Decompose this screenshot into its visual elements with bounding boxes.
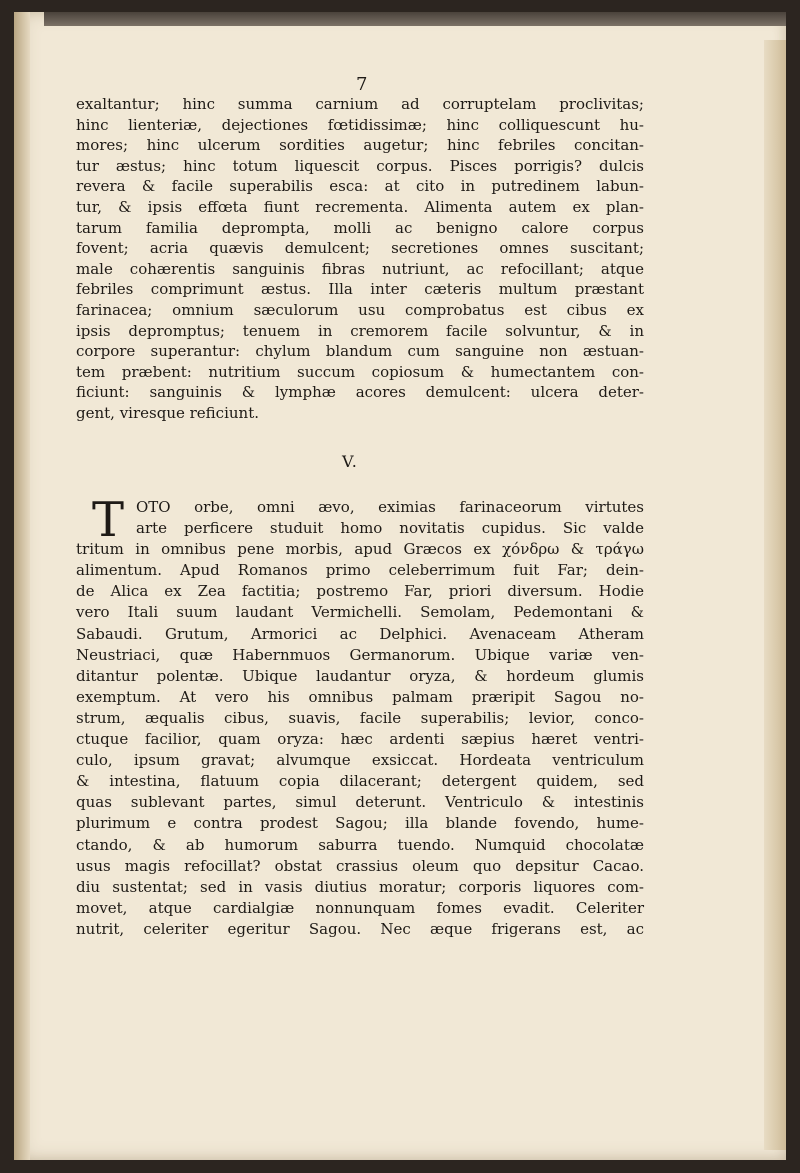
- text-line: ctuque facilior, quam oryza: hæc ardenti sæpius hæret ventri-: [76, 730, 644, 749]
- text-line: strum, æqualis cibus, suavis, facile superabilis; levior, conco-: [76, 708, 644, 727]
- text-line: gent, viresque reficiunt.: [76, 403, 259, 422]
- text-line: male cohærentis sanguinis fibras nutriunt, ac refocillant; atque: [76, 259, 644, 278]
- text-line: & intestina, flatuum copia dilacerant; detergent quidem, sed: [76, 772, 644, 791]
- text-line: tarum familia deprompta, molli ac benigno calore corpus: [76, 218, 644, 237]
- page-number: 7: [356, 74, 368, 95]
- text-line: culo, ipsum gravat; alvumque exsiccat. Hordeata ventriculum: [76, 751, 644, 770]
- text-line: plurimum e contra prodest Sagou; illa blande fovendo, hume-: [76, 814, 644, 833]
- text-line: usus magis refocillat? obstat crassius oleum quo depsitur Cacao.: [76, 856, 644, 875]
- text-line: exaltantur; hinc summa carnium ad corruptelam proclivitas;: [76, 95, 644, 113]
- text-line: mores; hinc ulcerum sordities augetur; hinc febriles concitan-: [76, 136, 644, 155]
- text-line: exemptum. At vero his omnibus palmam præripit Sagou no-: [76, 687, 644, 706]
- text-line: vero Itali suum laudant Vermichelli. Semolam, Pedemontani &: [76, 603, 644, 622]
- drop-cap: T: [92, 492, 125, 548]
- paragraph-2: [76, 492, 644, 940]
- text-line: Sabaudi. Grutum, Armorici ac Delphici. Avenaceam Atheram: [76, 624, 644, 643]
- text-line: Neustriaci, quæ Habernmuos Germanorum. Ubique variæ ven-: [76, 645, 644, 664]
- text-line: ipsis depromptus; tenuem in cremorem facile solvuntur, & in: [76, 321, 644, 340]
- text-line: fovent; acria quævis demulcent; secretiones omnes suscitant;: [76, 239, 644, 258]
- text-line: tur, & ipsis effœta fiunt recrementa. Alimenta autem ex plan-: [76, 197, 644, 216]
- text-line: diu sustentat; sed in vasis diutius moratur; corporis liquores com-: [76, 877, 644, 896]
- text-line: febriles comprimunt æstus. Illa inter cæteris multum præstant: [76, 280, 644, 299]
- page-gutter: [14, 12, 30, 1160]
- paragraph-1: [76, 94, 644, 424]
- text-line: alimentum. Apud Romanos primo celeberrimum fuit Far; dein-: [76, 561, 644, 580]
- text-line: ctando, & ab humorum saburra tuendo. Numquid chocolatæ: [76, 835, 644, 854]
- text-line: hinc lienteriæ, dejectiones fœtidissimæ; hinc colliquescunt hu-: [76, 115, 644, 134]
- text-line: tem præbent: nutritium succum copiosum & humectantem con-: [76, 362, 644, 381]
- text-line: corpore superantur: chylum blandum cum sanguine non æstuan-: [76, 342, 644, 361]
- text-line: revera & facile superabilis esca: at cito in putredinem labun-: [76, 177, 644, 196]
- text-line: nutrit, celeriter egeritur Sagou. Nec æque frigerans est, ac: [76, 919, 644, 938]
- page-fore-edge: [764, 40, 786, 1150]
- text-line: movet, atque cardialgiæ nonnunquam fomes evadit. Celeriter: [76, 898, 644, 917]
- text-line: OTO orbe, omni ævo, eximias farinaceorum virtutes: [136, 498, 644, 516]
- page-top-edge: [44, 12, 786, 26]
- text-line: farinacea; omnium sæculorum usu comprobatus est cibus ex: [76, 300, 644, 319]
- section-number: V.: [342, 452, 358, 471]
- text-line: ditantur polentæ. Ubique laudantur oryza, & hordeum glumis: [76, 666, 644, 685]
- text-line: ficiunt: sanguinis & lymphæ acores demulcent: ulcera deter-: [76, 383, 644, 402]
- text-line: de Alica ex Zea factitia; postremo Far, priori diversum. Hodie: [76, 582, 644, 601]
- text-line: tritum in omnibus pene morbis, apud Græcos ex χόνδρω & τράγω: [76, 540, 644, 559]
- text-line: arte perficere studuit homo novitatis cupidus. Sic valde: [136, 519, 644, 538]
- text-line: quas sublevant partes, simul deterunt. Ventriculo & intestinis: [76, 793, 644, 812]
- text-line: tur æstus; hinc totum liquescit corpus. Pisces porrigis? dulcis: [76, 156, 644, 175]
